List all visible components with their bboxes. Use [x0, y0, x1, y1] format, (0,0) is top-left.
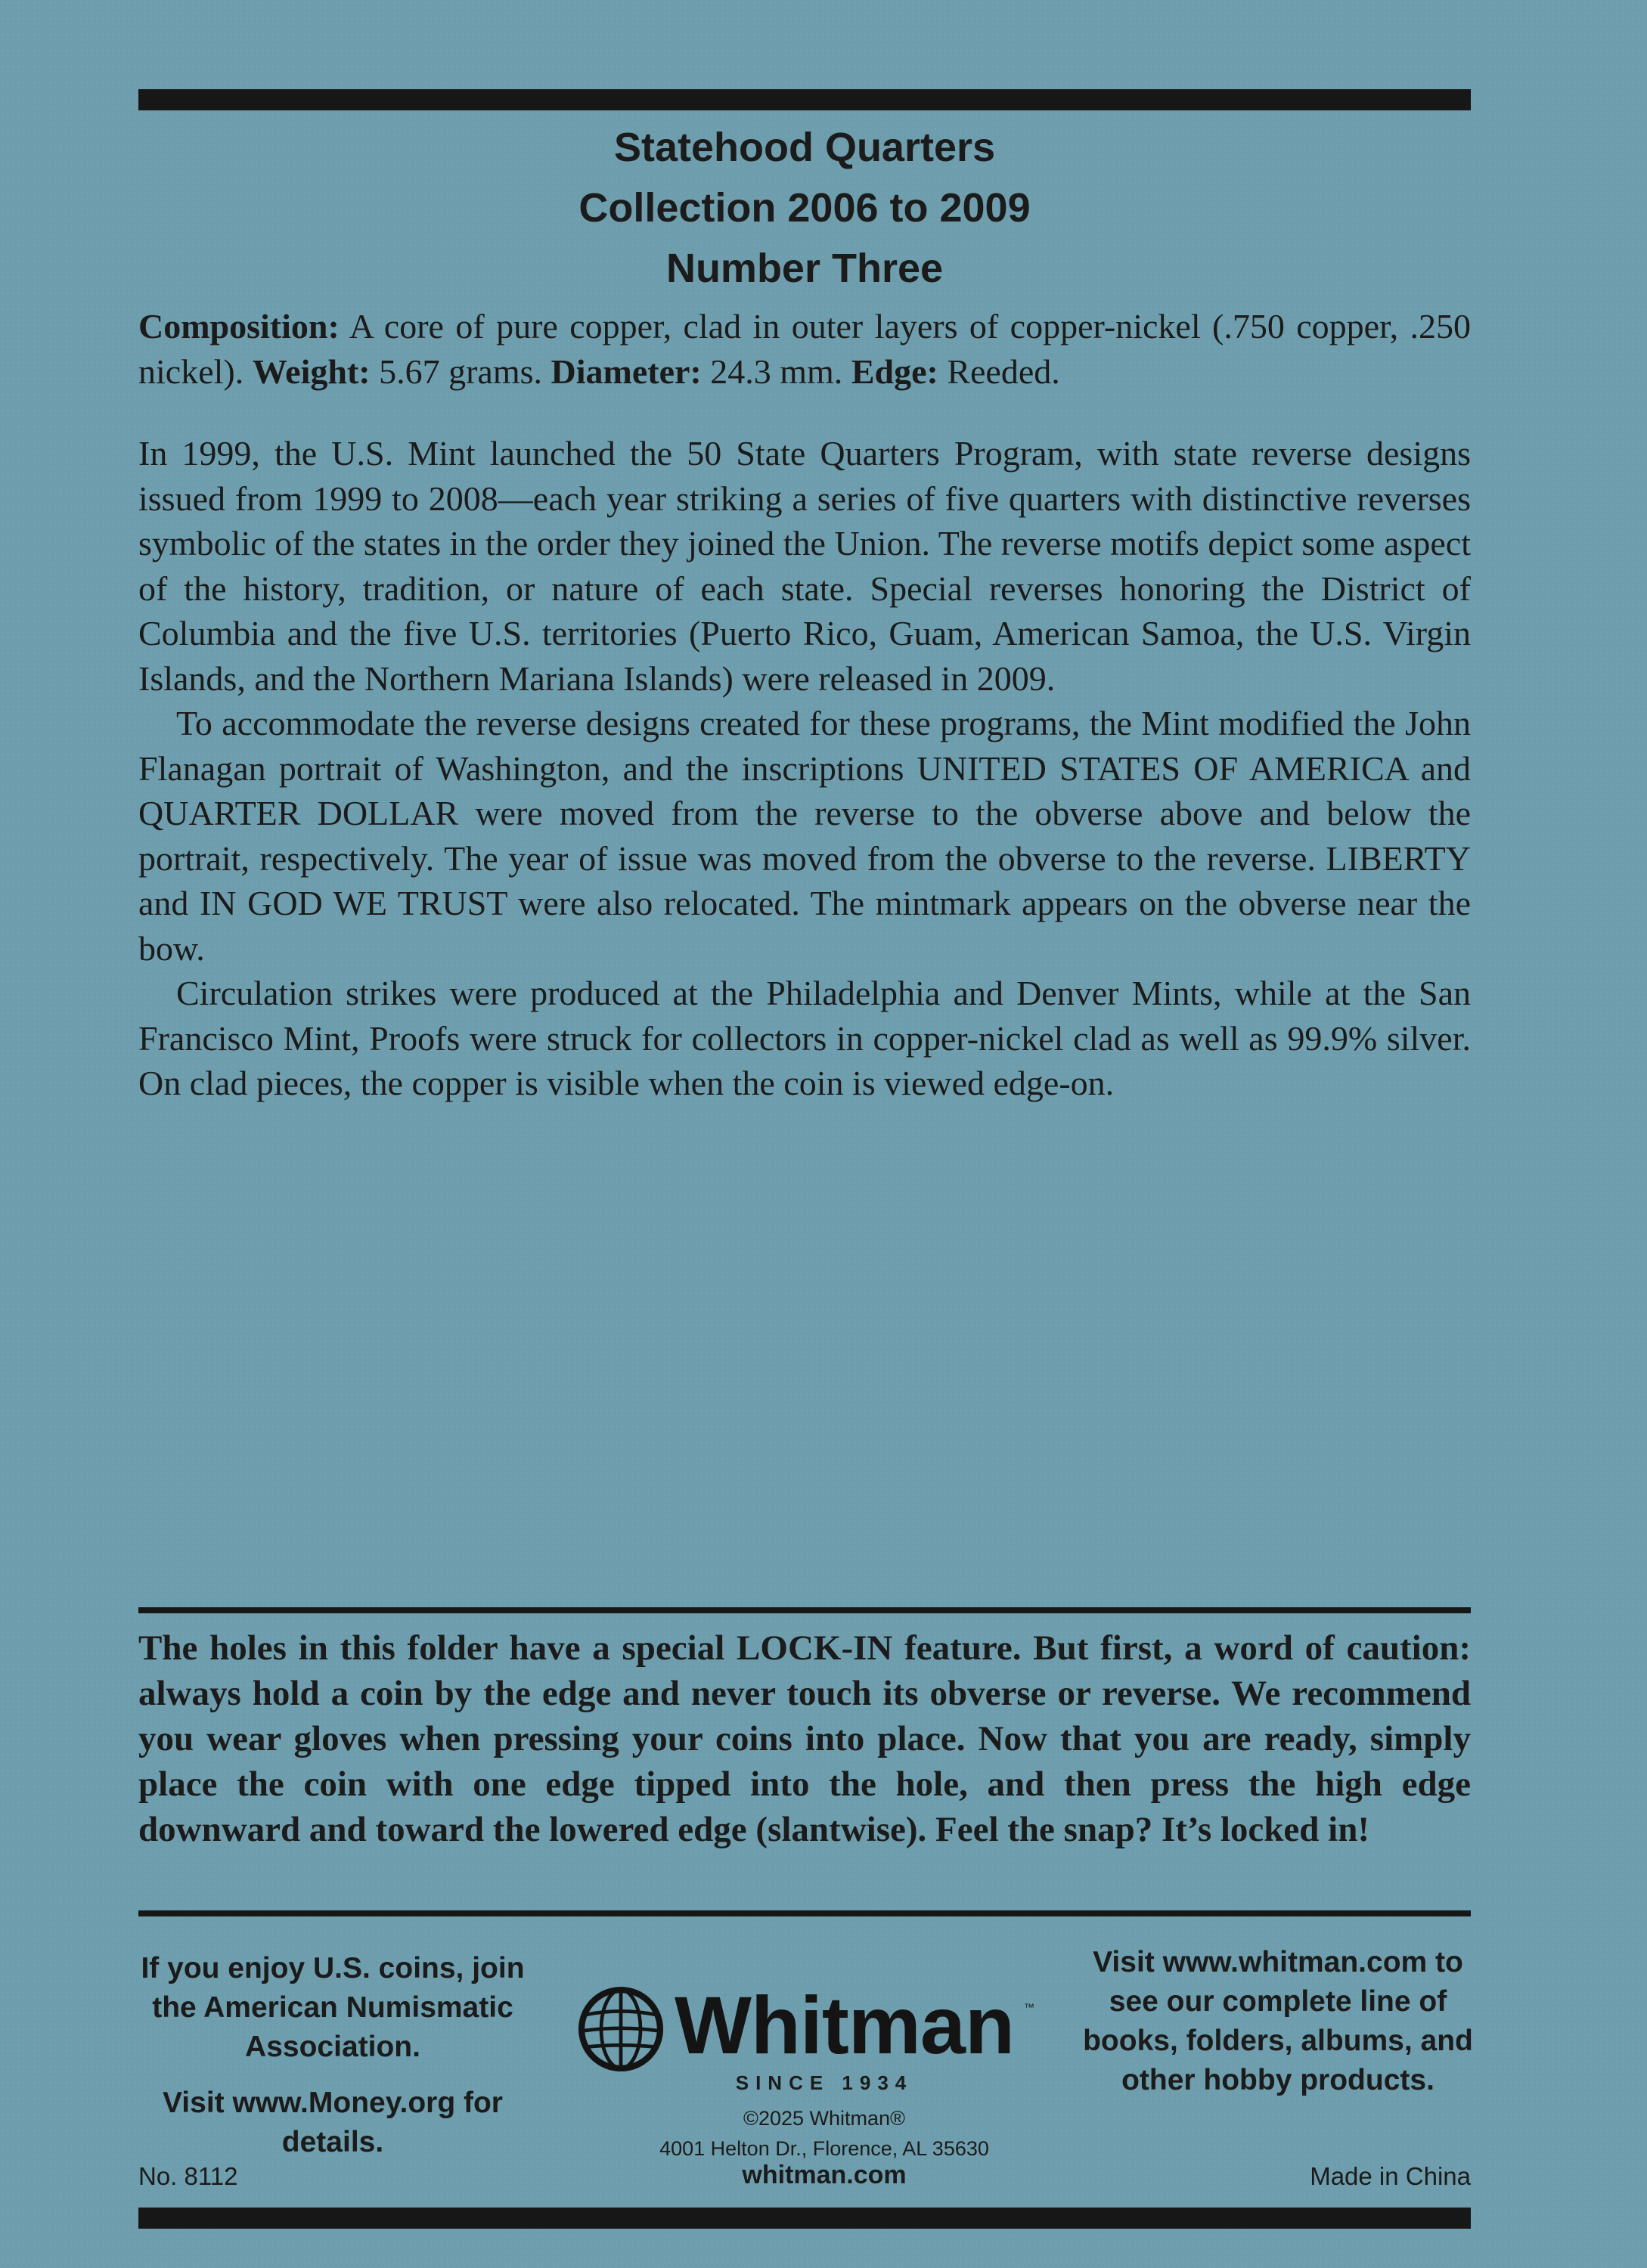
page-title [138, 117, 1471, 299]
composition-specs [138, 304, 1471, 394]
trademark-mark: ™ [1024, 2001, 1034, 2013]
lockin-top-rule [138, 1607, 1471, 1613]
top-rule [138, 89, 1471, 110]
history-text [138, 431, 1471, 1106]
weight-label: Weight: [252, 352, 371, 391]
title-line-3: Number Three [665, 246, 944, 291]
bottom-rule [138, 2208, 1471, 2229]
edge-value: Reeded. [938, 352, 1060, 391]
ana-promo [129, 1949, 537, 2179]
history-paragraph-1: In 1999, the U.S. Mint launched the 50 State Quarters Program, with state reverse designs issued from 1999 to 2008—each year striking a series of five quarters with distinctive reverses symbolic of the states in the order they joined the Union. The reverse motifs depict some aspect of the history, tradition, or nature of each state. Special reverses honoring the District of Columbia and the five U.S. territories (Puerto Rico, Guam, American Samoa, the U.S. Virgin Islands, and the Northern Mariana Islands) were released in 2009. [138, 434, 1471, 698]
globe-icon [576, 1984, 665, 2074]
whitman-logo [567, 1979, 1081, 2071]
lockin-instructions: The holes in this folder have a special LOCK-IN feature. But first, a word of caution: always hold a coin by the edge and never touch its obverse or reverse. We recommend you wear gloves when pressing your coins into place. Now that you are ready, simply place the coin with one edge tipped into the hole, and then press the high edge downward and toward the lowered edge (slantwise). Feel the snap? It’s locked in! [138, 1628, 1471, 1849]
website-text: whitman.com [742, 2161, 907, 2189]
composition-label: Composition: [138, 307, 340, 345]
whitman-promo: Visit www.whitman.com to see our complete line of books, folders, albums, and other hobby products. [1083, 1946, 1473, 2096]
history-paragraph-2: To accommodate the reverse designs created for these programs, the Mint modified the John Flanagan portrait of Washington, and the inscriptions UNITED STATES OF AMERICA and QUARTER DOLLAR were moved from the reverse to the obverse above and below the portrait, respectively. The year of issue was moved from the obverse to the reverse. LIBERTY and IN GOD WE TRUST were also relocated. The mintmark appears on the obverse near the bow. [138, 704, 1471, 968]
diameter-value: 24.3 mm. [701, 352, 851, 391]
item-number: No. 8112 [138, 2162, 238, 2190]
copyright-block [567, 2103, 1081, 2164]
title-line-2: Collection 2006 to 2009 [578, 185, 1031, 231]
weight-value: 5.67 grams. [370, 352, 551, 391]
copyright-text: ©2025 Whitman® [743, 2107, 905, 2130]
address-text: 4001 Helton Dr., Florence, AL 35630 [659, 2137, 989, 2160]
title-line-1: Statehood Quarters [613, 125, 996, 170]
diameter-label: Diameter: [551, 352, 702, 391]
history-paragraph-3: Circulation strikes were produced at the Philadelphia and Denver Mints, while at the San Francisco Mint, Proofs were struck for collectors in copper-nickel clad as well as 99.9% silver. On clad pieces, the copper is visible when the coin is viewed edge-on. [138, 974, 1471, 1102]
money-text: Visit www.Money.org for details. [163, 2087, 503, 2158]
since-text: SINCE 1934 [735, 2071, 913, 2094]
composition-text: A core of pure copper, clad in outer layers of copper-nickel (.750 copper, .250 nickel). [138, 307, 1471, 391]
ana-text: If you enjoy U.S. coins, join the American Numismatic Association. [141, 1952, 525, 2063]
edge-label: Edge: [851, 352, 938, 391]
lockin-bottom-rule [138, 1910, 1471, 1916]
made-in-text: Made in China [1310, 2162, 1471, 2190]
logo-wordmark: Whitman [675, 1979, 1014, 2071]
